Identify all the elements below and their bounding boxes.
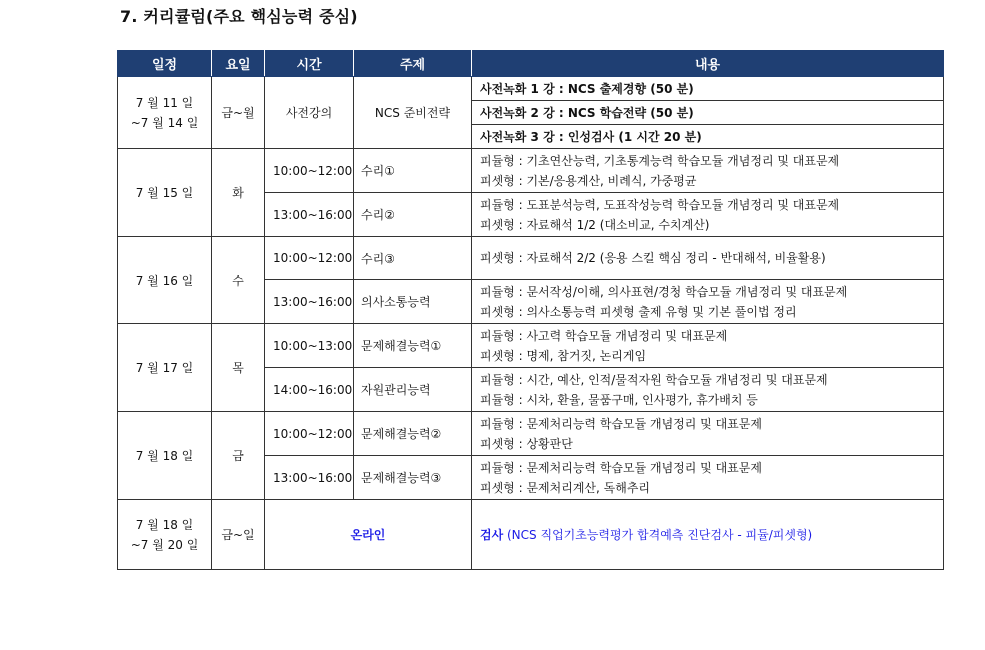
table-row: [118, 500, 944, 570]
online-date-cell: [118, 500, 212, 570]
session-content: [472, 412, 944, 456]
session-time: 13:00~16:00: [265, 280, 354, 324]
content-line: 피듈형 : 문제처리능력 학습모듈 개념정리 및 대표문제: [480, 460, 762, 475]
session-content: [472, 193, 944, 237]
content-line: 피듈형 : 문서작성/이해, 의사표현/경청 학습모듈 개념정리 및 대표문제: [480, 284, 848, 299]
session-time: 14:00~16:00: [265, 368, 354, 412]
session-content: [472, 280, 944, 324]
session-subject: 자원관리능력: [354, 368, 472, 412]
online-date-end: ~7 월 20 일: [130, 537, 199, 552]
content-line: 피셋형 : 기본/응용계산, 비례식, 가중평균: [480, 173, 697, 188]
session-content: [472, 324, 944, 368]
table-row: [118, 237, 944, 280]
day-weekday-cell: 금: [212, 412, 265, 500]
content-line: 피듈형 : 사고력 학습모듈 개념정리 및 대표문제: [480, 328, 728, 343]
curriculum-table: [117, 50, 944, 570]
session-content: [472, 237, 944, 280]
pre-day-cell: 금~월: [212, 77, 265, 149]
session-content: [472, 368, 944, 412]
content-line: 피셋형 : 의사소통능력 피셋형 출제 유형 및 기본 풀이법 정리: [480, 304, 797, 319]
day-weekday-cell: 수: [212, 237, 265, 324]
session-subject: 수리②: [354, 193, 472, 237]
session-subject: 문제해결능력②: [354, 412, 472, 456]
header-date: 일정: [118, 51, 212, 77]
table-row: [118, 412, 944, 456]
content-line: 피듈형 : 도표분석능력, 도표작성능력 학습모듈 개념정리 및 대표문제: [480, 197, 840, 212]
online-content-rest: (NCS 직업기초능력평가 합격예측 진단검사 - 피듈/피셋형): [503, 528, 813, 542]
header-day: 요일: [212, 51, 265, 77]
table-row: [118, 324, 944, 368]
header-time: 시간: [265, 51, 354, 77]
session-time: 10:00~12:00: [265, 412, 354, 456]
pre-item-2: 사전녹화 2 강 : NCS 학습전략 (50 분): [472, 101, 944, 125]
table-header-row: [118, 51, 944, 77]
pre-date-cell: [118, 77, 212, 149]
session-time: 13:00~16:00: [265, 456, 354, 500]
online-content-bold: 검사: [480, 528, 504, 542]
session-time: 10:00~12:00: [265, 149, 354, 193]
pre-date-start: 7 월 11 일: [135, 95, 194, 110]
session-time: 13:00~16:00: [265, 193, 354, 237]
pre-time-cell: 사전강의: [265, 77, 354, 149]
session-subject: 수리③: [354, 237, 472, 280]
day-weekday-cell: 화: [212, 149, 265, 237]
day-date-cell: 7 월 18 일: [118, 412, 212, 500]
day-weekday-cell: 목: [212, 324, 265, 412]
content-line: 피듈형 : 문제처리능력 학습모듈 개념정리 및 대표문제: [480, 416, 762, 431]
day-date-cell: 7 월 15 일: [118, 149, 212, 237]
session-subject: 문제해결능력③: [354, 456, 472, 500]
day-date-cell: 7 월 17 일: [118, 324, 212, 412]
table-row: [118, 149, 944, 193]
online-label-cell: 온라인: [265, 500, 472, 570]
online-date-start: 7 월 18 일: [135, 517, 194, 532]
session-content: [472, 149, 944, 193]
content-line: 피듈형 : 시차, 환율, 물품구매, 인사평가, 휴가배치 등: [480, 392, 758, 407]
content-line: 피셋형 : 상황판단: [480, 436, 573, 451]
content-line: 피셋형 : 자료해석 2/2 (응용 스킬 핵심 정리 - 반대해석, 비율활용): [480, 251, 826, 265]
header-content: 내용: [472, 51, 944, 77]
session-content: [472, 456, 944, 500]
header-subject: 주제: [354, 51, 472, 77]
online-day-cell: 금~일: [212, 500, 265, 570]
section-title: 7. 커리큘럼(주요 핵심능력 중심): [120, 7, 358, 26]
pre-item-1: 사전녹화 1 강 : NCS 출제경향 (50 분): [472, 77, 944, 101]
content-line: 피셋형 : 문제처리계산, 독해추리: [480, 480, 650, 495]
content-line: 피듈형 : 기초연산능력, 기초통계능력 학습모듈 개념정리 및 대표문제: [480, 153, 840, 168]
session-subject: 문제해결능력①: [354, 324, 472, 368]
content-line: 피듈형 : 시간, 예산, 인적/물적자원 학습모듈 개념정리 및 대표문제: [480, 372, 828, 387]
session-subject: 수리①: [354, 149, 472, 193]
online-content-cell: [472, 500, 944, 570]
session-time: 10:00~12:00: [265, 237, 354, 280]
day-date-cell: 7 월 16 일: [118, 237, 212, 324]
table-row: [118, 77, 944, 101]
content-line: 피셋형 : 명제, 참거짓, 논리게임: [480, 348, 647, 363]
pre-date-end: ~7 월 14 일: [130, 115, 199, 130]
session-subject: 의사소통능력: [354, 280, 472, 324]
pre-subject-cell: NCS 준비전략: [354, 77, 472, 149]
session-time: 10:00~13:00: [265, 324, 354, 368]
content-line: 피셋형 : 자료해석 1/2 (대소비교, 수치계산): [480, 217, 710, 232]
pre-item-3: 사전녹화 3 강 : 인성검사 (1 시간 20 분): [472, 125, 944, 149]
